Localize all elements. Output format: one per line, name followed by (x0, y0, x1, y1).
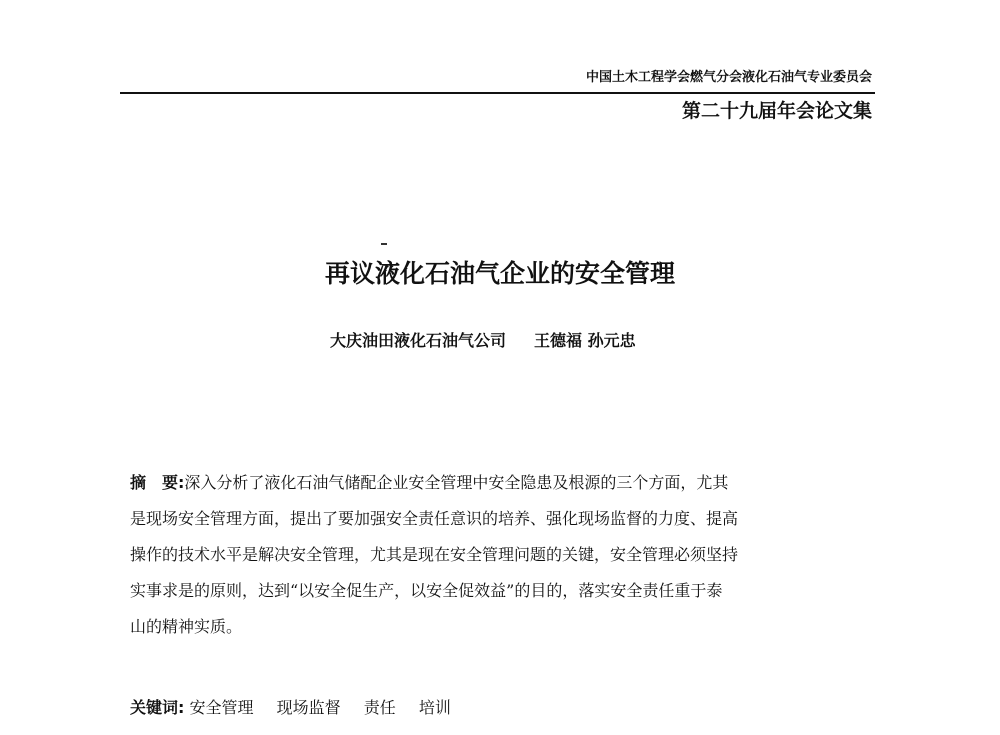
keywords-label: 关键词: (130, 698, 185, 717)
paper-title: 再议液化石油气企业的安全管理 (324, 259, 675, 288)
abstract-line: 是现场安全管理方面，提出了要加强安全责任意识的培养、强化现场监督的力度、提高 (130, 509, 739, 528)
keyword-item: 安全管理 (189, 698, 254, 717)
keyword-item: 现场监督 (276, 698, 341, 717)
header-divider (120, 92, 875, 94)
abstract-line-text: 深入分析了液化石油气储配企业安全管理中安全隐患及根源的三个方面，尤其 (184, 473, 729, 492)
abstract-line: 实事求是的原则，达到“以安全促生产，以安全促效益”的目的，落实安全责任重于泰 (130, 581, 723, 600)
keyword-item: 培训 (418, 698, 451, 717)
abstract (130, 465, 875, 645)
journal-collection: 第二十九届年会论文集 (681, 100, 872, 122)
scan-speck (381, 243, 387, 245)
author-line (330, 328, 636, 351)
abstract-line: 操作的技术水平是解决安全管理，尤其是现在安全管理问题的关键，安全管理必须坚持 (130, 545, 739, 564)
abstract-label: 摘 要: (130, 473, 185, 492)
journal-organization: 中国土木工程学会燃气分会液化石油气专业委员会 (585, 70, 872, 85)
keyword-item: 责任 (363, 698, 396, 717)
keywords (130, 695, 469, 718)
author-names: 王德福 孙元忠 (534, 331, 636, 350)
abstract-line (130, 465, 875, 501)
abstract-line: 山的精神实质。 (130, 617, 243, 636)
author-affiliation: 大庆油田液化石油气公司 (330, 331, 507, 350)
